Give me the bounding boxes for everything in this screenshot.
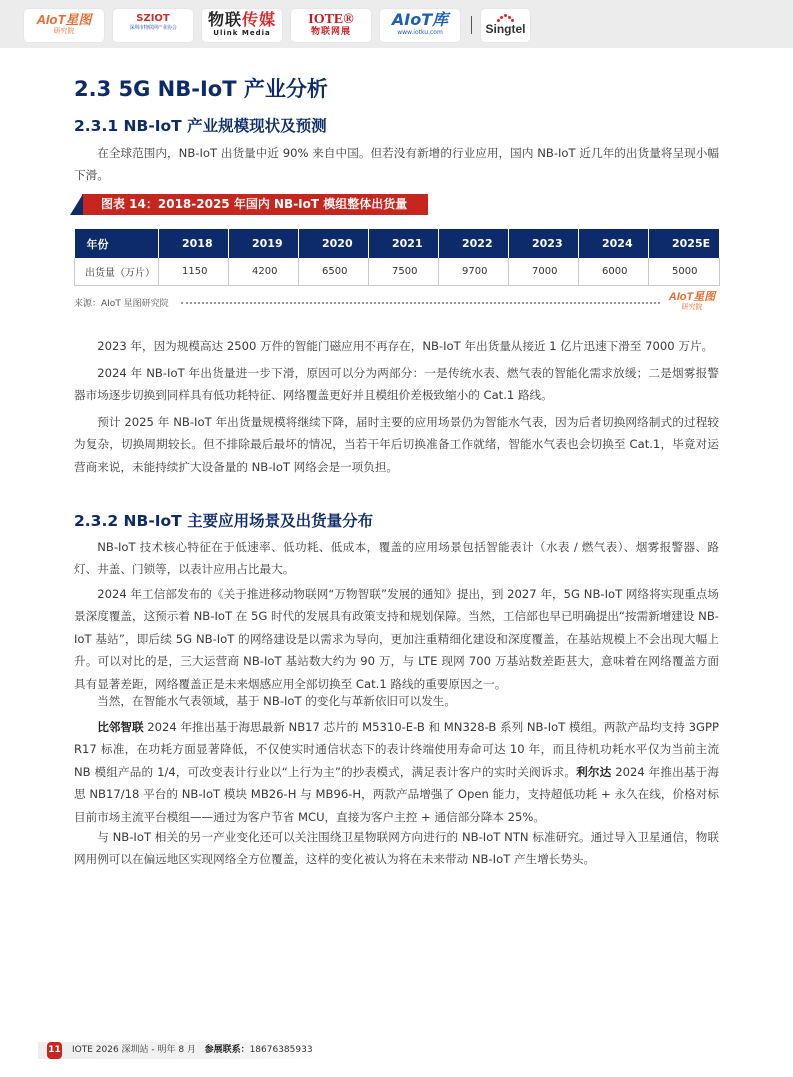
source-dotted-rule bbox=[181, 302, 660, 304]
table-cell: 4200 bbox=[229, 258, 299, 285]
table-row bbox=[75, 258, 720, 285]
paragraph-2025-forecast: 预计 2025 年 NB-IoT 年出货量规模将继续下降，届时主要的应用场景仍为智能水气表，因为后者切换网络制式的过程较为复杂，切换周期较长。但不排除最后最坏的情况，当若干年后切换准备工作就绪，智能水气表也会切换至 Cat.1，毕竟对运营商来说，未能持续扩大设备量的 NB-IoT 网络会是一项负担。 bbox=[74, 415, 719, 474]
table-header-cell: 2023 bbox=[509, 229, 579, 258]
table-cell: 7000 bbox=[509, 258, 579, 285]
table-cell: 1150 bbox=[159, 258, 229, 285]
table-cell: 7500 bbox=[369, 258, 439, 285]
paragraph-vendor-modules: 比邻智联 2024 年推出基于海思最新 NB17 芯片的 M5310-E-B 和 MN328-B 系列 NB-IoT 模组。两款产品均支持 3GPP R17 标准，在功耗方面显著降低，不仅使实时通信状态下的表计终端使用寿命可达 10 年，而且待机功耗水平仅为当前主流 NB 模组产品的 1/4，可改变表计行业以“上行为主”的抄表模式，满足表计客户的实时关阀诉求。利尔达 2024 年推出基于海思 NB17/18 平台的 NB-IoT 模块 MB26-H 与 MB96-H，两款产品增强了 Open 能力，支持超低功耗 + 永久在线，价格对标目前市场主流平台模组——通过为客户节省 MCU，直接为客户主控 + 通信部分降本 25%。 bbox=[74, 720, 719, 824]
table-header-cell: 2020 bbox=[299, 229, 369, 258]
table-row-label: 出货量（万片） bbox=[75, 258, 159, 285]
singtel-logo[interactable]: Singtel bbox=[481, 9, 530, 42]
aiot-xingtu-logo[interactable]: AIoT星图 研究院 bbox=[24, 9, 104, 42]
iote-logo[interactable]: IOTE® 物联网展 bbox=[291, 9, 371, 42]
contact-phone: 18676385933 bbox=[249, 1045, 313, 1055]
paragraph-2023-decline: 2023 年，因为规模高达 2500 万件的智能门磁应用不再存在，NB-IoT 年出货量从接近 1 亿片迅速下滑至 7000 万片。 bbox=[97, 339, 714, 353]
paragraph-core-features: NB-IoT 技术核心特征在于低速率、低功耗、低成本，覆盖的应用场景包括智能表计（水表 / 燃气表）、烟雾报警器、路灯、井盖、门锁等，以表计应用占比最大。 bbox=[74, 540, 719, 577]
table-header-cell: 2021 bbox=[369, 229, 439, 258]
logo-divider bbox=[471, 16, 472, 34]
source-logo: AIoT星图 研究院 bbox=[668, 291, 716, 311]
ulink-media-logo[interactable]: 物联传媒 Ulink Media bbox=[202, 9, 282, 42]
section-title: 2.3 5G NB-IoT 产业分析 bbox=[74, 77, 328, 101]
paragraph-ntn-satellite: 与 NB-IoT 相关的另一产业变化还可以关注围绕卫星物联网方向进行的 NB-IoT NTN 标准研究。通过导入卫星通信，物联网用例可以在偏远地区实现网络全方位覆盖，这样的变化被认为将在未来带动 NB-IoT 产生增长势头。 bbox=[74, 830, 719, 867]
header-logo-bar bbox=[0, 0, 793, 48]
table-cell: 6500 bbox=[299, 258, 369, 285]
vendor-name: 利尔达 bbox=[576, 764, 612, 779]
table-source: 来源：AIoT 星图研究院 bbox=[74, 299, 169, 309]
sziot-logo[interactable]: SZIOT 深圳市物联网产业协会 bbox=[113, 9, 193, 42]
subsection-title-2-3-1: 2.3.1 NB-IoT 产业规模现状及预测 bbox=[74, 117, 327, 135]
table-header-cell: 2018 bbox=[159, 229, 229, 258]
table-header-cell: 2022 bbox=[439, 229, 509, 258]
table-cell: 6000 bbox=[579, 258, 649, 285]
vendor-name: 比邻智联 bbox=[97, 720, 144, 734]
subsection-title-2-3-2: 2.3.2 NB-IoT 主要应用场景及出货量分布 bbox=[74, 512, 374, 530]
page-number: 11 bbox=[47, 1042, 62, 1059]
table-header-cell: 2025E bbox=[649, 229, 720, 258]
paragraph-water-gas-meter: 当然，在智能水气表领域，基于 NB-IoT 的变化与革新依旧可以发生。 bbox=[97, 694, 456, 708]
table-header-row bbox=[75, 229, 720, 258]
aiotku-logo[interactable]: AIoT库 www.iotku.com bbox=[380, 9, 460, 42]
table-header-cell: 2024 bbox=[579, 229, 649, 258]
figure-caption: 图表 14：2018-2025 年国内 NB-IoT 模组整体出货量 bbox=[101, 197, 408, 211]
table-header-cell: 2019 bbox=[229, 229, 299, 258]
singtel-dots-icon bbox=[497, 14, 515, 22]
table-cell: 5000 bbox=[649, 258, 720, 285]
footer-event-info: IOTE 2026 深圳站 - 明年 8 月 参展联系：18676385933 bbox=[72, 1045, 313, 1055]
paragraph-2024-decline: 2024 年 NB-IoT 年出货量进一步下滑，原因可以分为两部分：一是传统水表、燃气表的智能化需求放缓；二是烟雾报警器市场逐步切换到同样具有低功耗特征、网络覆盖更好并且模组价差极致缩小的 Cat.1 路线。 bbox=[74, 366, 719, 403]
shipment-table bbox=[74, 229, 720, 286]
table-header-cell: 年份 bbox=[75, 229, 159, 258]
paragraph-miit-policy: 2024 年工信部发布的《关于推进移动物联网“万物智联”发展的通知》提出，到 2027 年，5G NB-IoT 网络将实现重点场景深度覆盖，这预示着 NB-IoT 在 5G 时代的发展具有政策支持和规划保障。当然，工信部也早已明确提出“按需新增建设 NB-IoT 基站”，即后续 5G NB-IoT 的网络建设是以需求为导向，更加注重精细化建设和深度覆盖，在基站规模上不会出现大幅上升。可以对比的是，三大运营商 NB-IoT 基站数大约为 90 万，与 LTE 现网 700 万基站数差距甚大，意味着在网络覆盖方面具有显著差距，网络覆盖正是未来烟感应用全部切换至 Cat.1 路线的重要原因之一。 bbox=[74, 587, 719, 691]
caption-accent bbox=[70, 194, 83, 215]
table-cell: 9700 bbox=[439, 258, 509, 285]
intro-paragraph: 在全球范围内，NB-IoT 出货量中近 90% 来自中国。但若没有新增的行业应用，国内 NB-IoT 近几年的出货量将呈现小幅下滑。 bbox=[74, 146, 719, 183]
